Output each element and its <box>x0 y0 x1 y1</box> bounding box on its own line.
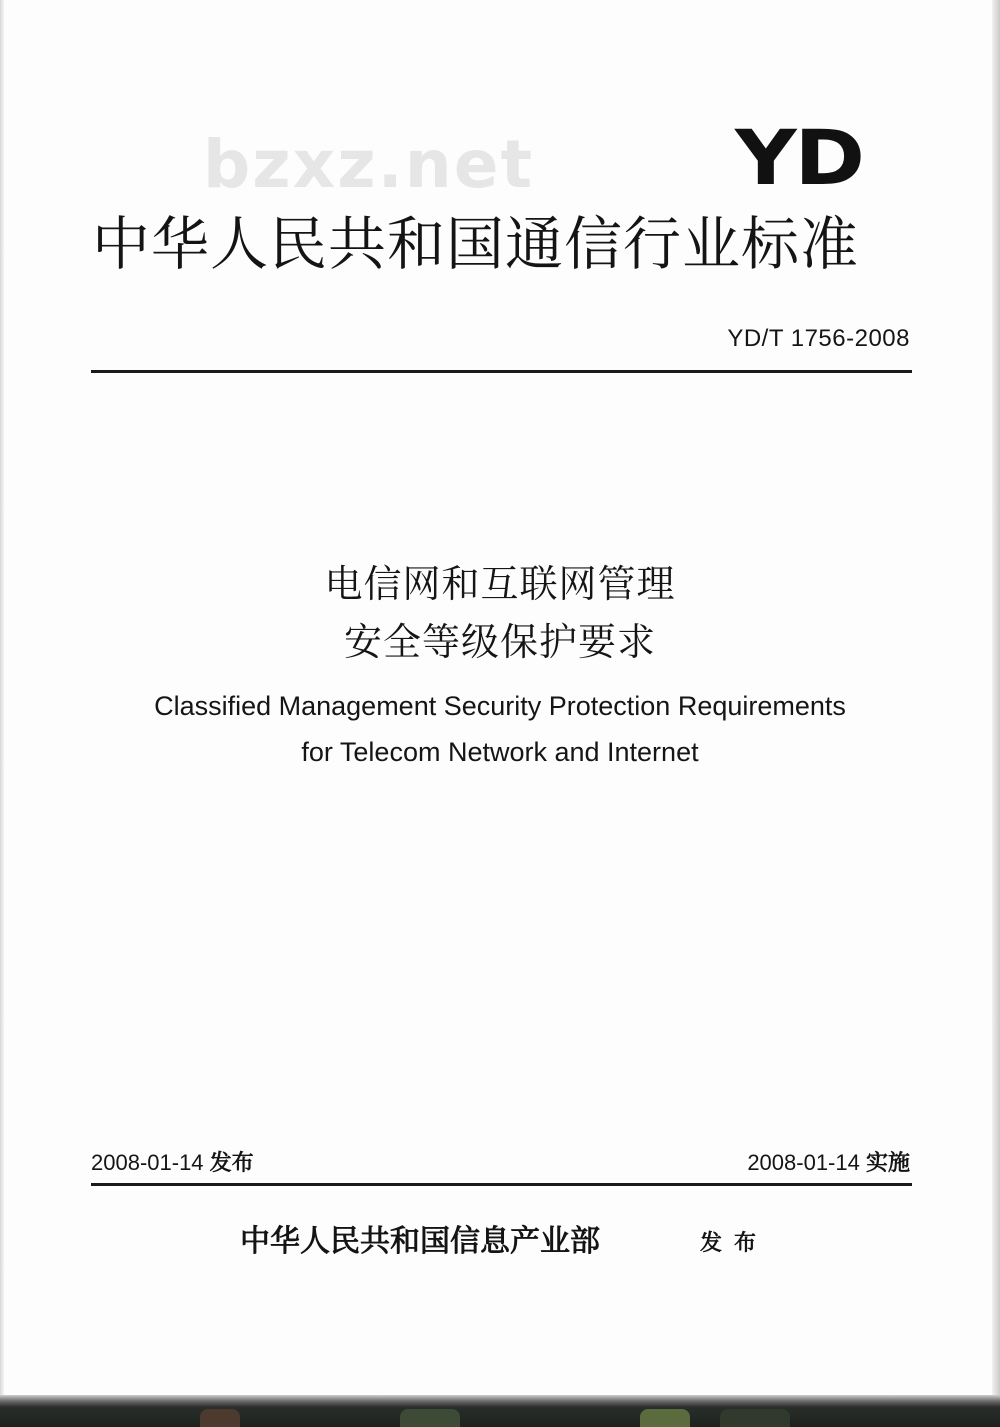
standard-category-title: 中华人民共和国通信行业标准 <box>92 210 860 278</box>
implementation-date-value: 2008-01-14 <box>747 1150 860 1175</box>
issue-date-value: 2008-01-14 <box>91 1150 204 1175</box>
cn-title-line-1: 电信网和互联网管理 <box>324 562 676 606</box>
top-divider <box>91 370 912 373</box>
scan-artifact <box>720 1409 790 1427</box>
issue-date <box>91 1152 254 1175</box>
scan-artifact <box>200 1409 240 1427</box>
watermark: bzxz.net <box>203 126 535 203</box>
issuing-authority-suffix: 发布 <box>700 1231 769 1256</box>
scan-artifact <box>400 1409 460 1427</box>
scan-artifact <box>640 1409 690 1427</box>
implementation-date-label: 实施 <box>865 1151 910 1176</box>
standard-number: YD/T 1756-2008 <box>727 325 910 352</box>
en-title-line-2: for Telecom Network and Internet <box>301 737 699 767</box>
bottom-divider <box>91 1183 912 1186</box>
issue-date-label: 发布 <box>209 1151 254 1176</box>
issuing-authority: 中华人民共和国信息产业部 <box>240 1224 600 1259</box>
cn-title-line-2: 安全等级保护要求 <box>343 620 656 664</box>
en-title-line-1: Classified Management Security Protection Requirements <box>154 691 846 721</box>
implementation-date <box>747 1152 910 1175</box>
scan-bottom-edge <box>0 1395 1000 1427</box>
yd-logo: YD <box>735 113 863 202</box>
